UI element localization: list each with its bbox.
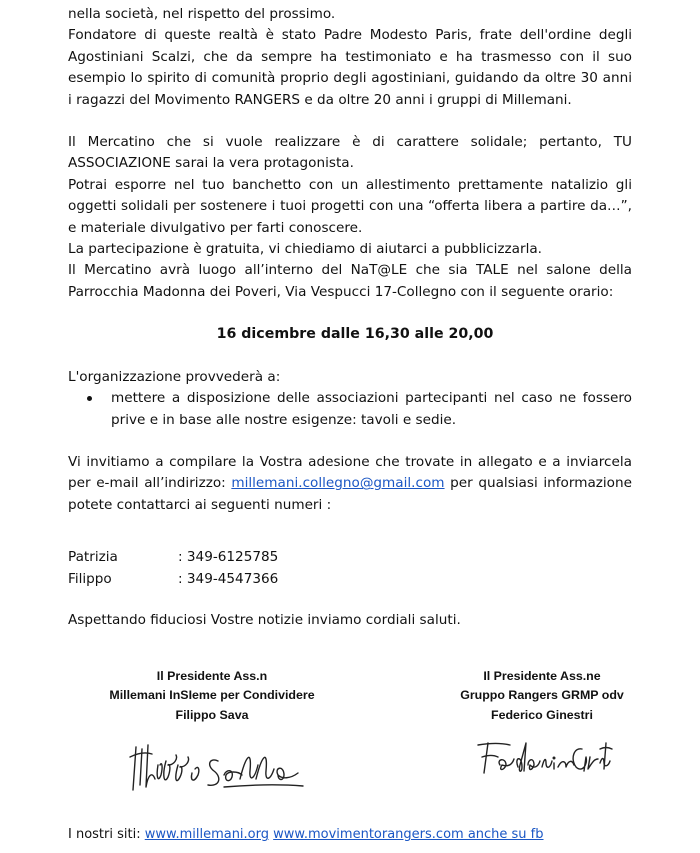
paragraph-free-participation: La partecipazione è gratuita, vi chiediamo di aiutarci a pubblicizzarla. <box>68 241 542 258</box>
organization-intro: L'organizzazione provvederà a: <box>68 368 281 385</box>
paragraph-market-solidarity: Il Mercatino che si vuole realizzare è di carattere solidale; pertanto, TU ASSOCIAZIONE sarai la vera protagonista. <box>68 134 632 172</box>
contact-phone: : 349-4547366 <box>178 570 279 587</box>
invite-text-post: per qualsiasi informazione potete contattarci ai seguenti numeri : <box>68 475 632 513</box>
contact-phone: : 349-6125785 <box>178 549 279 566</box>
handwritten-signature-left <box>128 735 308 793</box>
signature-block-left <box>92 667 332 725</box>
contact-name: Patrizia <box>68 549 118 566</box>
event-date: 16 dicembre dalle 16,30 alle 20,00 <box>216 326 494 343</box>
closing-line: Aspettando fiduciosi Vostre notizie inviamo cordiali saluti. <box>68 611 461 628</box>
email-link[interactable]: millemani.collegno@gmail.com <box>231 475 445 492</box>
list-item-text: mettere a disposizione delle associazioni partecipanti nel caso ne fossero prive e in base alle nostre esigenze: tavoli e sedie. <box>111 390 632 428</box>
signer-title: Il Presidente Ass.ne <box>483 669 601 683</box>
signer-association: Gruppo Rangers GRMP odv <box>460 688 624 703</box>
footer-link-rangers[interactable]: www.movimentorangers.com anche su fb <box>273 827 544 842</box>
signer-title: Il Presidente Ass.n <box>156 669 268 683</box>
contact-row <box>68 569 632 590</box>
paragraph-intro-tail: nella società, nel rispetto del prossimo. <box>68 6 336 22</box>
paragraph-location: Il Mercatino avrà luogo all’interno del NaT@LE che sia TALE nel salone della Parrocchia Madonna dei Poveri, Via Vespucci 17-Collegno con il seguente orario: <box>68 262 632 300</box>
signer-name: Federico Ginestri <box>491 707 593 722</box>
paragraph-invite <box>68 452 632 516</box>
footer-link-millemani[interactable]: www.millemani.org <box>144 827 270 842</box>
paragraph-founder: Fondatore di queste realtà è stato Padre Modesto Paris, frate dell'ordine degli Agostiniani Scalzi, che da sempre ha testimoniato e ha trasmesso con il suo esempio lo spirito di comunità proprio degli agostiniani, guidando da oltre 30 anni i ragazzi del Movimento RANGERS e da oltre 20 anni i gruppi di Millemani. <box>68 27 632 108</box>
footer-label: I nostri siti: <box>68 827 145 842</box>
provisions-list <box>68 388 632 431</box>
bullet-icon <box>87 396 92 401</box>
footer-sites <box>68 826 544 844</box>
list-item <box>68 388 632 431</box>
handwritten-signature-right <box>474 737 614 779</box>
signer-association: Millemani InSIeme per Condividere <box>109 688 315 703</box>
invite-text-pre: Vi invitiamo a compilare la Vostra adesione che trovate in allegato e a inviarcela per e-mail all’indirizzo: <box>68 453 632 492</box>
contact-name: Filippo <box>68 570 112 587</box>
letter-body <box>68 4 632 631</box>
signature-block-right <box>442 667 642 725</box>
contact-row <box>68 547 632 568</box>
signer-name: Filippo Sava <box>175 707 249 722</box>
contacts-table <box>68 547 632 590</box>
paragraph-stand: Potrai esporre nel tuo banchetto con un allestimento prettamente natalizio gli oggetti solidali per sostenere i tuoi progetti con una “offerta libera a partire da…”, e materiale divulgativo per farti conoscere. <box>68 176 632 236</box>
